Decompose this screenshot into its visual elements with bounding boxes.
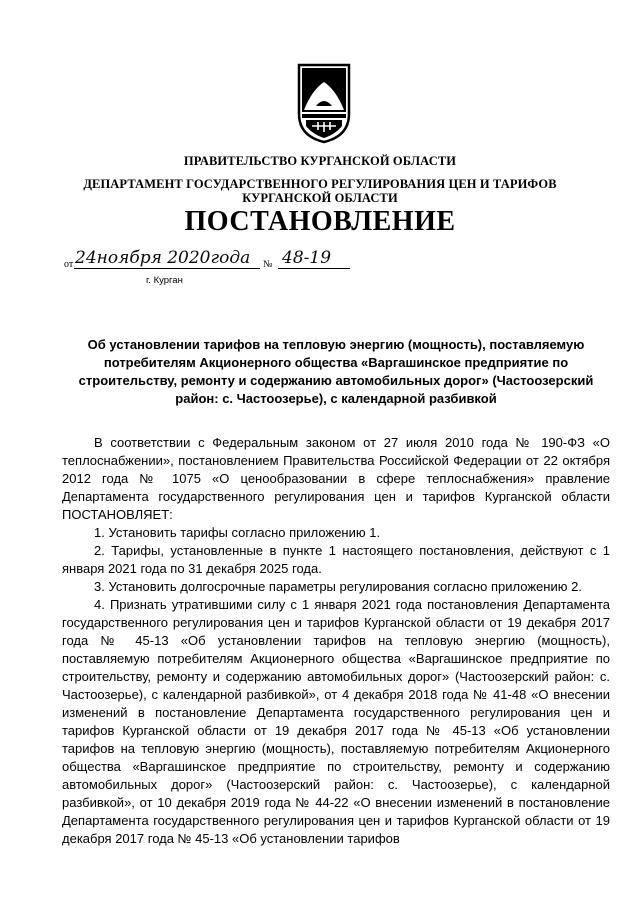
body-paragraph-item-3: 3. Установить долгосрочные параметры регулирования согласно приложению 2. (94, 579, 582, 594)
body-paragraph-preamble: В соответствии с Федеральным законом от 27 июля 2010 года № 190-ФЗ «О теплоснабжении», постановлением Правительства Российской Федерации от 22 октября 2012 года № 1075 «О ценообразовании в сфере теплоснабжения» правление Департамента государственного регулирования цен и тарифов Курганской области ПОСТАНОВЛЯЕТ: (62, 435, 610, 522)
body-paragraph-item-1: 1. Установить тарифы согласно приложению 1. (94, 525, 381, 540)
document-body (62, 434, 610, 848)
government-title: ПРАВИТЕЛЬСТВО КУРГАНСКОЙ ОБЛАСТИ (183, 154, 457, 168)
coat-of-arms-icon (296, 62, 352, 144)
handwritten-number: 48-19 (282, 248, 332, 268)
body-paragraph-item-4: 4. Признать утратившими силу с 1 января 2021 года постановления Департамента государственного регулирования цен и тарифов Курганской области от 19 декабря 2017 года № 45-13 «Об установлении тарифов на тепловую энергию (мощность), поставляемую потребителям Акционерного общества «Варгашинское предприятие по строительству, ремонту и содержанию автомобильных дорог» (Частоозерский район: с. Частоозерье), с календарной разбивкой», от 4 декабря 2018 года № 41-48 «О внесении изменений в постановление Департамента государственного регулирования цен и тарифов Курганской области от 19 декабря 2017 года № 45-13 «Об установлении тарифов на тепловую энергию (мощность), поставляемую потребителям Акционерного общества «Варгашинское предприятие по строительству, ремонту и содержанию автомобильных дорог» (Частоозерский район: с. Частоозерье), с календарной разбивкой», от 10 декабря 2019 года № 44-22 «О внесении изменений в постановление Департамента государственного регулирования цен и тарифов Курганской области от 19 декабря 2017 года № 45-13 «Об установлении тарифов (62, 597, 610, 846)
number-prefix: № (263, 259, 273, 270)
body-paragraph-item-2: 2. Тарифы, установленные в пункте 1 настоящего постановления, действуют с 1 января 2021 года по 31 декабря 2025 года. (62, 543, 610, 576)
date-prefix: от (64, 259, 74, 270)
date-underline (74, 268, 260, 269)
document-subject: Об установлении тарифов на тепловую энергию (мощность), поставляемую потребителям Акционерного общества «Варгашинское предприятие по строительству, ремонту и содержанию автомобильных дорог» (Частоозерский район: с. Частоозерье), с календарной разбивкой (78, 337, 594, 406)
city-label: г. Курган (146, 275, 183, 286)
department-title-line1: ДЕПАРТАМЕНТ ГОСУДАРСТВЕННОГО РЕГУЛИРОВАНИЯ ЦЕН И ТАРИФОВ (83, 177, 557, 191)
date-number-line (64, 244, 384, 286)
document-type: ПОСТАНОВЛЕНИЕ (184, 206, 456, 237)
number-underline (278, 268, 350, 269)
handwritten-date: 24ноября 2020года (75, 248, 251, 268)
department-title-line2: КУРГАНСКОЙ ОБЛАСТИ (242, 191, 398, 205)
